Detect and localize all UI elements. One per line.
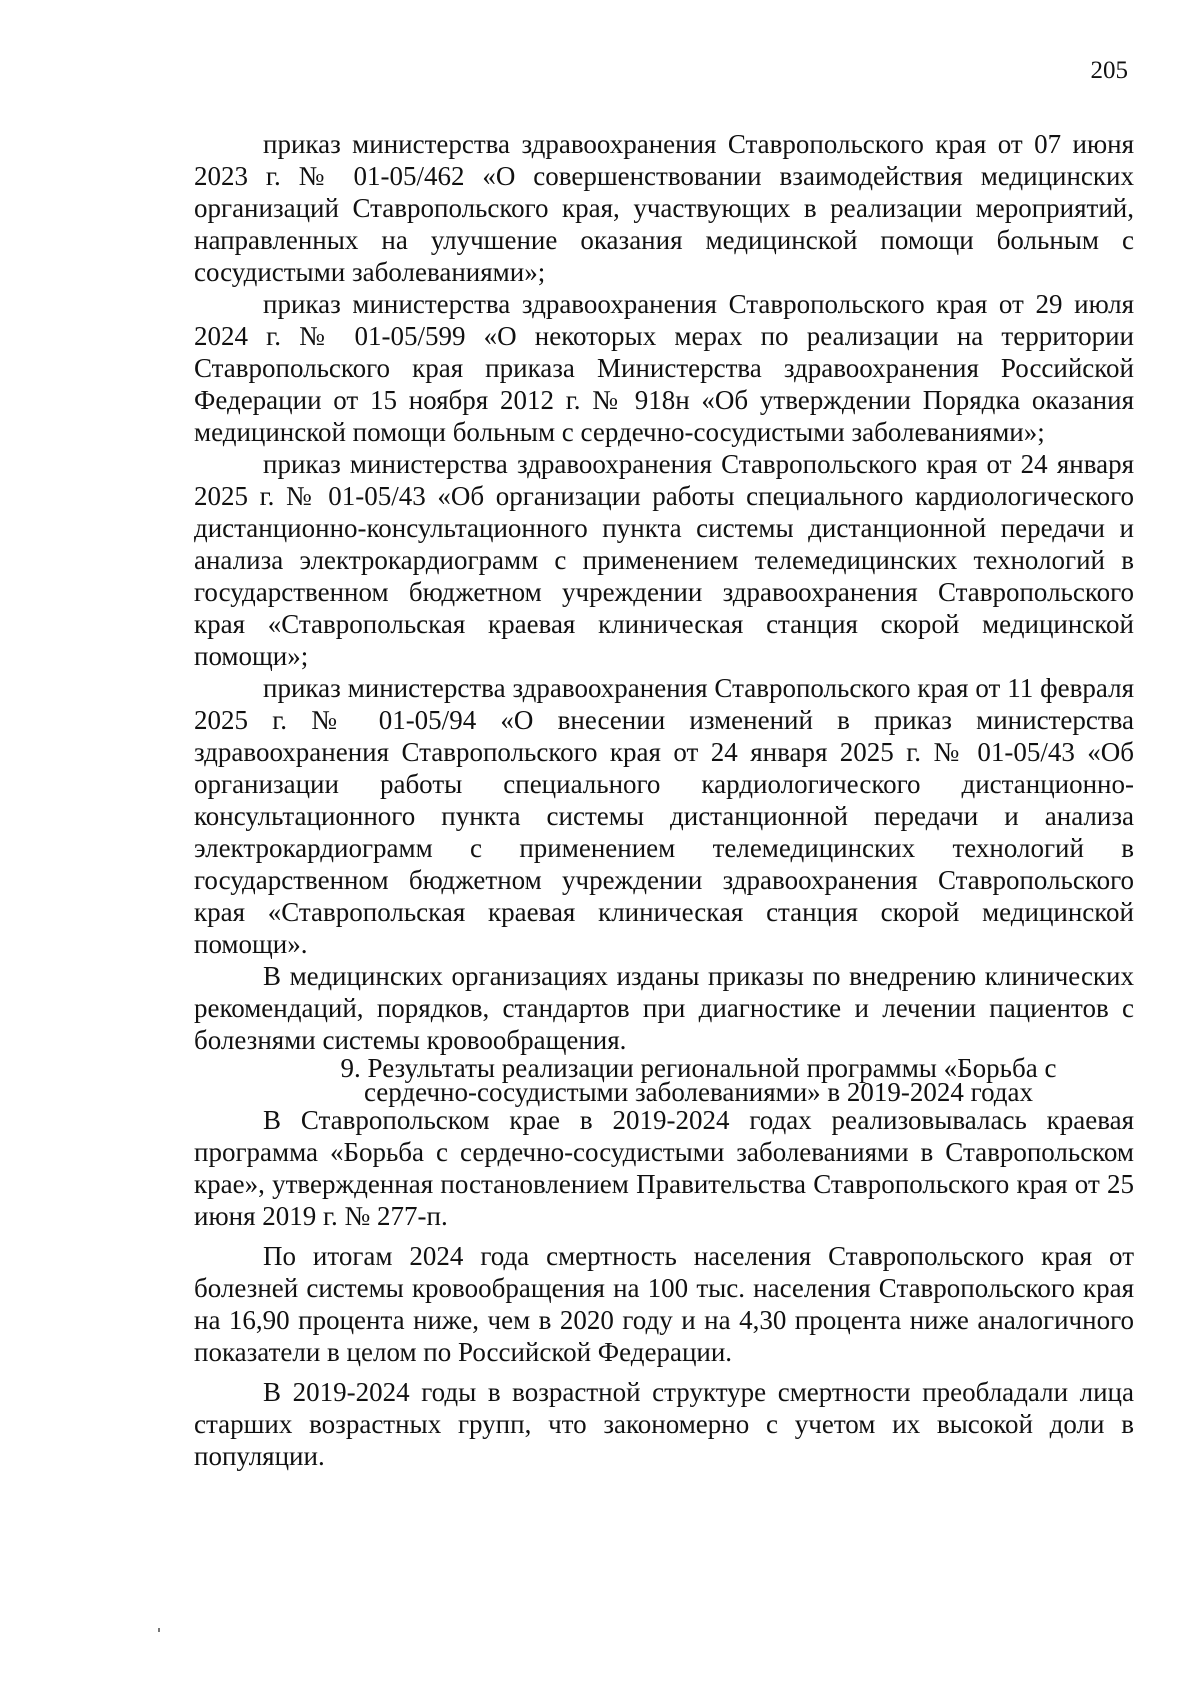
page-number: 205	[1090, 57, 1128, 84]
paragraph-order-1: приказ министерства здравоохранения Ставропольского края от 07 июня 2023 г. № 01-05/462 «О совершенствовании взаимодействия медицинских организаций Ставропольского края, участвующих в реализации мероприятий, направленных на улучшение оказания медицинской помощи больным с сосудистыми заболеваниями»;	[194, 129, 1134, 287]
paragraph-mortality: По итогам 2024 года смертность населения Ставропольского края от болезней системы кровообращения на 100 тыс. населения Ставропольского края на 16,90 процента ниже, чем в 2020 году и на 4,30 процента ниже аналогичного показатели в целом по Российской Федерации.	[194, 1241, 1134, 1367]
paragraph-orders-summary: В медицинских организациях изданы приказы по внедрению клинических рекомендаций, порядков, стандартов при диагностике и лечении пациентов с болезнями системы кровообращения.	[194, 961, 1134, 1055]
paragraph-program: В Ставропольском крае в 2019-2024 годах реализовывалась краевая программа «Борьба с сердечно-сосудистыми заболеваниями в Ставропольском крае», утвержденная постановлением Правительства Ставропольского края от 25 июня 2019 г. № 277-п.	[194, 1105, 1134, 1231]
section-heading-line-2: сердечно-сосудистыми заболеваниями» в 2019-2024 годах	[363, 1077, 1034, 1107]
paragraph-order-4: приказ министерства здравоохранения Ставропольского края от 11 февраля 2025 г. № 01-05/94 «О внесении изменений в приказ министерства здравоохранения Ставропольского края от 24 января 2025 г. № 01-05/43 «Об организации работы специального кардиологического дистанционно-консультационного пункта системы дистанционной передачи и анализа электрокардиограмм с применением телемедицинских технологий в государственном бюджетном учреждении здравоохранения Ставропольского края «Ставропольская краевая клиническая станция скорой медицинской помощи».	[194, 673, 1134, 959]
paragraph-age-structure: В 2019-2024 годы в возрастной структуре смертности преобладали лица старших возрастных групп, что закономерно с учетом их высокой доли в популяции.	[194, 1377, 1134, 1471]
section-heading	[194, 1053, 1134, 1107]
document-body	[194, 128, 1134, 1472]
paragraph-order-2: приказ министерства здравоохранения Ставропольского края от 29 июля 2024 г. № 01-05/599 «О некоторых мерах по реализации на территории Ставропольского края приказа Министерства здравоохранения Российской Федерации от 15 ноября 2012 г. № 918н «Об утверждении Порядка оказания медицинской помощи больным с сердечно-сосудистыми заболеваниями»;	[194, 289, 1134, 447]
scan-speck	[158, 1628, 160, 1632]
paragraph-order-3: приказ министерства здравоохранения Ставропольского края от 24 января 2025 г. № 01-05/43 «Об организации работы специального кардиологического дистанционно-консультационного пункта системы дистанционной передачи и анализа электрокардиограмм с применением телемедицинских технологий в государственном бюджетном учреждении здравоохранения Ставропольского края «Ставропольская краевая клиническая станция скорой медицинской помощи»;	[194, 449, 1134, 671]
section-heading-line-1: 9. Результаты реализации региональной программы «Борьба с	[340, 1053, 1057, 1083]
